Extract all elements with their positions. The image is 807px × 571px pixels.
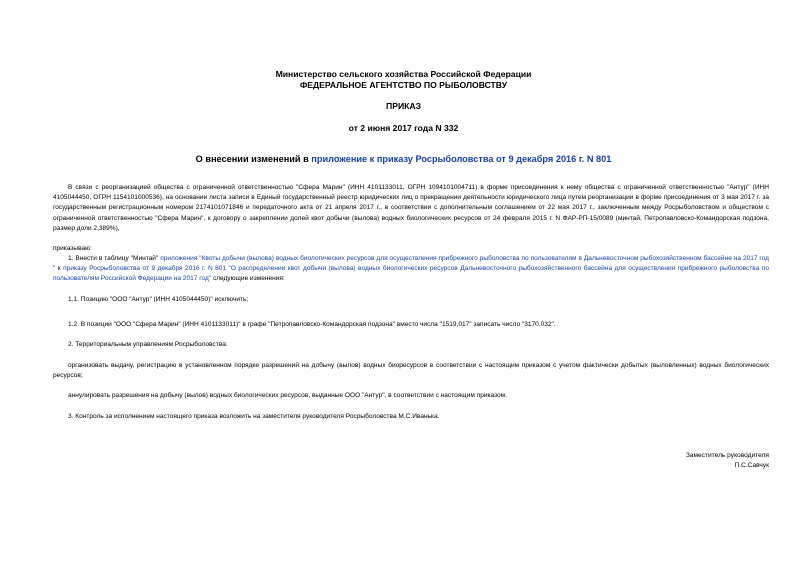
preamble-paragraph: В связи с реорганизацией общества с ограниченной ответственностью "Сфера Марин" (ИНН 4101133011, ОГРН 1094101004711) в форме присоединения к нему общества с ограниченной ответственностью "Антур" (ИНН 4105044450, ОГРН 1154101000536), на основании листа записи в Единый государственный реестр юридических лиц о прекращении деятельности юридического лица путем реорганизации в форме присоединения от 3 мая 2017 г. за государственным регистрационным номером 2174101071846 и передаточного акта от 21 апреля 2017 г., в соответствии с дополнительным соглашением от 22 мая 2017 г., заключенным между Росрыболовством и обществом с ограниченной ответственностью "Сфера Марин", к договору о закреплении долей квот добычи (вылова) водных биологических ресурсов от 24 февраля 2015 г. N ФАР-РП-15/0089 (минтай, Петропавловско-Командорская подзона, размер доли 2,389%),	[53, 184, 769, 232]
order-word: приказываю:	[53, 245, 92, 252]
agency-name: ФЕДЕРАЛЬНОЕ АГЕНТСТВО ПО РЫБОЛОВСТВУ	[299, 80, 508, 90]
item-1-text-a: 1. Внести в таблицу "Минтай"	[68, 255, 161, 262]
item-2-b-paragraph: аннулировать разрешения на добычу (вылов) водных биологических ресурсов, выданные ООО "Антур", в соответствии с настоящим приказом.	[68, 392, 507, 399]
title-link[interactable]: приложение к приказу Росрыболовства от 9 декабря 2016 г. N 801	[311, 154, 612, 164]
item-1-text-c: следующие изменения:	[211, 275, 285, 283]
item-2-paragraph: 2. Территориальным управлениям Росрыболовства:	[68, 341, 228, 348]
ministry-name: Министерство сельского хозяйства Российской Федерации	[275, 69, 532, 79]
title-prefix: О внесении изменений в	[195, 154, 312, 164]
document-title	[0, 153, 807, 165]
item-1-paragraph	[53, 254, 769, 285]
item-1-2-paragraph: 1.2. В позиции "ООО "Сфера Марин" (ИНН 4101133011)" в графе "Петропавловско-Командорская подзона" вместо числа "1519,017" записать число "3170,032".	[68, 321, 556, 328]
order-801-link[interactable]: приказу Росрыболовства от 9 декабря 2016 г. N 801 "О распределении квот добычи (вылова) водных биологических ресурсов Дальневосточного рыбохозяйственного бассейна для осуществления прибрежного рыболовства по пользователям Российской Федерации на 2017 год"	[53, 265, 769, 283]
signature-position: Заместитель руководителя	[685, 452, 769, 459]
item-1-text-b: к	[55, 265, 64, 273]
item-2-a-paragraph: организовать выдачу, регистрацию в установленном порядке разрешений на добычу (вылов) водных биоресурсов в соответствии с настоящим приказом с учетом фактически добытых (выловленных) водных биологических ресурсов;	[53, 362, 769, 380]
item-1-1-paragraph: 1.1. Позицию "ООО "Антур" (ИНН 4105044450)" исключить;	[68, 296, 249, 303]
item-3-paragraph: 3. Контроль за исполнением настоящего приказа возложить на заместителя руководителя Росрыболовства М.С.Иванька.	[68, 413, 440, 420]
appendix-link[interactable]: приложения "Квоты добычи (вылова) водных биологических ресурсов для осуществления прибрежного рыболовства по пользователям в Дальневосточном рыбохозяйственном бассейне на 2017 год "	[53, 255, 769, 273]
document-type: ПРИКАЗ	[386, 101, 421, 111]
document-date-number: от 2 июня 2017 года N 332	[348, 123, 459, 133]
signature-name: П.С.Савчук	[734, 462, 769, 469]
